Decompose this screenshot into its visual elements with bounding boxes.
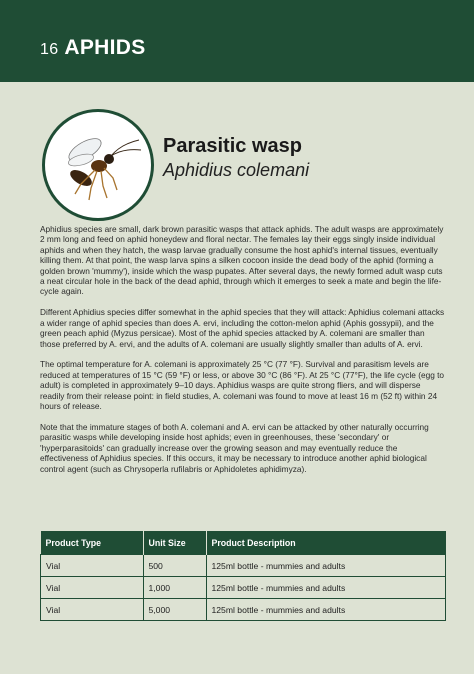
- cell-product-type: Vial: [41, 577, 144, 599]
- table-row: [41, 599, 446, 621]
- wasp-icon: [51, 118, 145, 212]
- column-header-product-type: Product Type: [41, 531, 144, 555]
- paragraph: The optimal temperature for A. colemani is approximately 25 °C (77 °F). Survival and parasitism levels are reduced at temperatures of 15 °C (59 °F) or less, or above 30 °C (86 °F). At 25 °C (77°F), the life cycle (egg to adult) is completed in approximately 9–10 days. Aphidius wasps are quite strong fliers, and will disperse readily from their release point: in field studies, A. colemani was found to move at least 16 m (52 ft) within 24 hours of release.: [40, 359, 445, 412]
- wasp-image-frame: [42, 109, 154, 221]
- section-number: 16: [40, 41, 59, 58]
- page-header: [0, 0, 474, 82]
- product-title: Parasitic wasp: [163, 135, 302, 157]
- cell-product-type: Vial: [41, 555, 144, 577]
- product-heading: [163, 135, 309, 181]
- section-title: [40, 36, 146, 60]
- section-name: APHIDS: [64, 36, 146, 59]
- table-row: [41, 555, 446, 577]
- cell-unit-size: 1,000: [143, 577, 206, 599]
- product-subtitle: Aphidius colemani: [163, 160, 310, 180]
- product-table: [40, 531, 446, 621]
- cell-description: 125ml bottle - mummies and adults: [206, 577, 446, 599]
- cell-description: 125ml bottle - mummies and adults: [206, 555, 446, 577]
- cell-description: 125ml bottle - mummies and adults: [206, 599, 446, 621]
- table-row: [41, 577, 446, 599]
- body-text: [40, 224, 445, 485]
- cell-unit-size: 5,000: [143, 599, 206, 621]
- column-header-product-description: Product Description: [206, 531, 446, 555]
- column-header-unit-size: Unit Size: [143, 531, 206, 555]
- paragraph: Note that the immature stages of both A. colemani and A. ervi can be attacked by other naturally occurring parasitic wasps while developing inside host aphids; even in greenhouses, these 'secondary' or 'hyperparasitoids' can gradually increase over the growing season and may eventually reduce the effectiveness of Aphidius species. If this occurs, it may be necessary to introduce another aphid biological control agent (such as Chrysoperla rufilabris or Aphidoletes aphidimyza).: [40, 422, 429, 474]
- cell-product-type: Vial: [41, 599, 144, 621]
- paragraph: Different Aphidius species differ somewhat in the aphid species that they will attack: Aphidius colemani attacks a wider range of aphid species than does A. ervi, including the cotton-melon aphid (Aphis gossypii), and the green peach aphid (Myzus persicae). Most of the aphid species attacked by A. colemani are smaller than those preferred by A. ervi, and the adults of A. colemani are usually slightly smaller than adults of A. ervi.: [40, 307, 445, 349]
- table-header-row: [41, 531, 446, 555]
- paragraph: Aphidius species are small, dark brown parasitic wasps that attack aphids. The adult wasps are approximately 2 mm long and feed on aphid honeydew and floral nectar. The females lay their eggs singly inside individual aphids and when they hatch, the wasp larvae gradually consume the host aphid's internal tissues, eventually killing them. At that point, the wasp larva spins a silken cocoon inside the dead body of the aphid (forming a golden brown 'mummy'), inside which the wasp pupates. After several days, the newly formed adult wasp cuts a neat circular hole in the back of the dead aphid, through which it emerges to seek a mate and begin the life-cycle again.: [40, 224, 444, 297]
- cell-unit-size: 500: [143, 555, 206, 577]
